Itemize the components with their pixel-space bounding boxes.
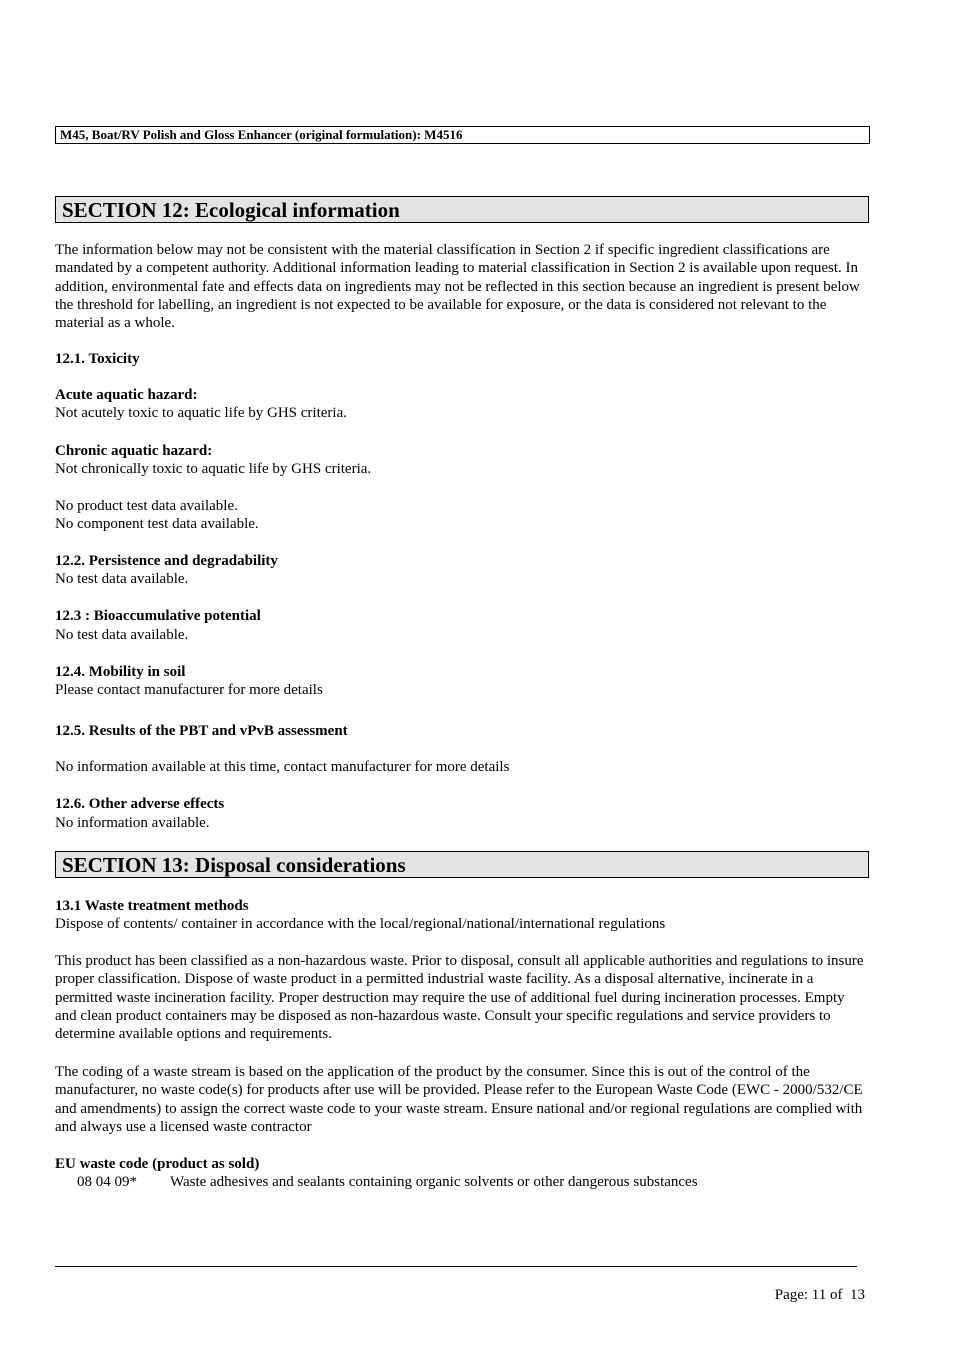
chronic-hazard-heading: Chronic aquatic hazard: <box>55 443 213 459</box>
page-number: Page: 11 of 13 <box>774 1287 865 1303</box>
waste-treatment-text: Dispose of contents/ container in accordance with the local/regional/national/international regulations <box>55 916 666 932</box>
waste-coding-paragraph: The coding of a waste stream is based on the application of the product by the consumer. Since this is out of the control of the manufacturer, no waste code(s) for products after use will be provided. Please refer to the European Waste Code (EWC - 2000/532/CE and amendments) to assign the correct waste code to your waste stream. Ensure national and/or regional regulations are complied with and always use a licensed waste contractor <box>55 1064 863 1135</box>
section-12-title: SECTION 12: Ecological information <box>55 196 869 223</box>
eu-waste-code: 08 04 09* <box>77 1174 137 1190</box>
no-component-data: No component test data available. <box>55 516 259 532</box>
bioaccumulative-heading: 12.3 : Bioaccumulative potential <box>55 608 261 624</box>
persistence-text: No test data available. <box>55 571 189 587</box>
no-product-data: No product test data available. <box>55 498 238 514</box>
chronic-hazard-text: Not chronically toxic to aquatic life by GHS criteria. <box>55 461 372 477</box>
document-header: M45, Boat/RV Polish and Gloss Enhancer (original formulation): M4516 <box>55 126 870 144</box>
persistence-heading: 12.2. Persistence and degradability <box>55 553 278 569</box>
bioaccumulative-text: No test data available. <box>55 627 189 643</box>
other-effects-heading: 12.6. Other adverse effects <box>55 796 225 812</box>
mobility-text: Please contact manufacturer for more details <box>55 682 323 698</box>
footer-divider <box>55 1266 857 1267</box>
section-12-intro: The information below may not be consistent with the material classification in Section 2 if specific ingredient classifications are mandated by a competent authority. Additional information leading to material classification in Section 2 is available upon request. In addition, environmental fate and effects data on ingredients may not be reflected in this section because an ingredient is present below the threshold for labelling, an ingredient is not expected to be available for exposure, or the data is considered not relevant to the material as a whole. <box>55 242 860 332</box>
disposal-paragraph: This product has been classified as a non-hazardous waste. Prior to disposal, consult all applicable authorities and regulations to insure proper classification. Dispose of waste product in a permitted industrial waste facility. As a disposal alternative, incinerate in a permitted waste incineration facility. Proper destruction may require the use of additional fuel during incineration processes. Empty and clean product containers may be disposed as non-hazardous waste. Consult your specific regulations and service providers to determine available options and requirements. <box>55 953 864 1043</box>
mobility-heading: 12.4. Mobility in soil <box>55 664 186 680</box>
acute-hazard-heading: Acute aquatic hazard: <box>55 387 198 403</box>
toxicity-heading: 12.1. Toxicity <box>55 351 140 367</box>
other-effects-text: No information available. <box>55 815 210 831</box>
section-13-title: SECTION 13: Disposal considerations <box>55 851 869 878</box>
acute-hazard-text: Not acutely toxic to aquatic life by GHS criteria. <box>55 405 347 421</box>
pbt-text: No information available at this time, contact manufacturer for more details <box>55 759 510 775</box>
pbt-heading: 12.5. Results of the PBT and vPvB assessment <box>55 723 348 739</box>
eu-waste-code-heading: EU waste code (product as sold) <box>55 1156 260 1172</box>
eu-waste-description: Waste adhesives and sealants containing organic solvents or other dangerous substances <box>170 1174 698 1190</box>
waste-treatment-heading: 13.1 Waste treatment methods <box>55 898 249 914</box>
